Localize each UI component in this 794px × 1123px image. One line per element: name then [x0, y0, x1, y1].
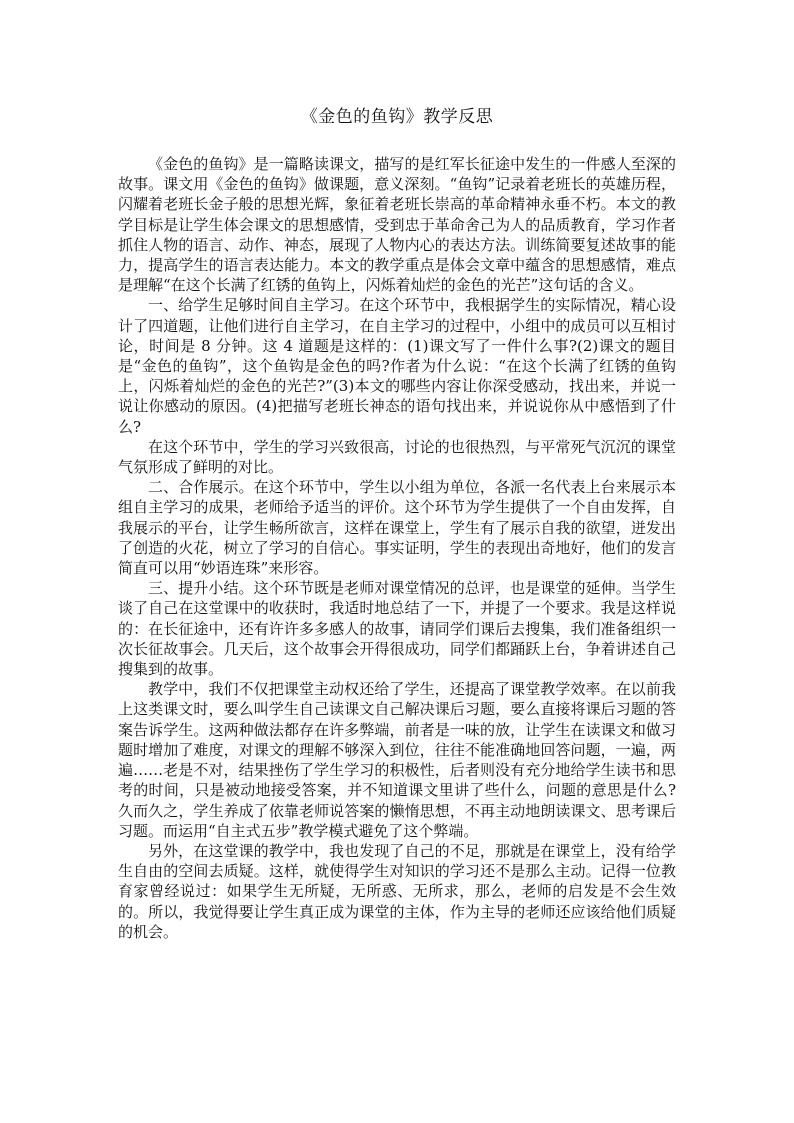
- document-title: 《金色的鱼钩》教学反思: [300, 107, 494, 127]
- paragraph-step-one: 一、给学生足够时间自主学习。在这个环节中，我根据学生的实际情况，精心设计了四道题，让他们进行自主学习，在自主学习的过程中，小组中的成员可以互相讨论，时间是 8 分钟。这 4 道题是这样的：(1)课文写了一件什么事?(2)课文的题目是“金色的鱼钩”，这个鱼钩是金色的吗?作者为什么说：“在这个长满了红锈的鱼钩上，闪烁着灿烂的金色的光芒?”(3)本文的哪些内容让你深受感动，找出来，并说一说让你感动的原因。(4)把描写老班长神态的语句找出来，并说说你从中感悟到了什么?: [118, 296, 676, 436]
- paragraph-step-two: 二、合作展示。在这个环节中，学生以小组为单位，各派一名代表上台来展示本组自主学习的成果，老师给予适当的评价。这个环节为学生提供了一个自由发挥，自我展示的平台，让学生畅所欲言，这样在课堂上，学生有了展示自我的欲望，迸发出了创造的火花，树立了学习的自信心。事实证明，学生的表现出奇地好，他们的发言简直可以用“妙语连珠”来形容。: [118, 478, 676, 578]
- paragraph-reflection: 教学中，我们不仅把课堂主动权还给了学生，还提高了课堂教学效率。在以前我上这类课文时，要么叫学生自己读课文自己解决课后习题，要么直接将课后习题的答案告诉学生。这两种做法都存在许多弊端，前者是一味的放，让学生在读课文和做习题时增加了难度，对课文的理解不够深入到位，往往不能准确地回答问题，一遍，两遍……老是不对，结果挫伤了学生学习的积极性，后者则没有充分地给学生读书和思考的时间，只是被动地接受答案，并不知道课文里讲了些什么，问题的意思是什么?久而久之，学生养成了依靠老师说答案的懒惰思想，不再主动地朗读课文、思考课后习题。而运用“自主式五步”教学模式避免了这个弊端。: [118, 680, 676, 840]
- paragraph-shortcomings: 另外，在这堂课的教学中，我也发现了自己的不足，那就是在课堂上，没有给学生自由的空间去质疑。这样，就使得学生对知识的学习还不是那么主动。记得一位教育家曾经说过：如果学生无所疑，无所惑、无所求，那么，老师的启发是不会生效的。所以，我觉得要让学生真正成为课堂的主体，作为主导的老师还应该给他们质疑的机会。: [118, 841, 676, 941]
- paragraph-step-one-result: 在这个环节中，学生的学习兴致很高，讨论的也很热烈，与平常死气沉沉的课堂气氛形成了鲜明的对比。: [118, 437, 676, 477]
- paragraph-intro: 《金色的鱼钩》是一篇略读课文，描写的是红军长征途中发生的一件感人至深的故事。课文用《金色的鱼钩》做课题，意义深刻。“鱼钩”记录着老班长的英雄历程，闪耀着老班长金子般的思想光辉，象征着老班长崇高的革命精神永垂不朽。本文的教学目标是让学生体会课文的思想感情，受到忠于革命舍己为人的品质教育，学习作者抓住人物的语言、动作、神态，展现了人物内心的表达方法。训练简要复述故事的能力，提高学生的语言表达能力。本文的教学重点是体会文章中蕴含的思想感情，难点是理解“在这个长满了红锈的鱼钩上，闪烁着灿烂的金色的光芒”这句话的含义。: [118, 155, 676, 295]
- document-body: [118, 154, 676, 942]
- paragraph-step-three: 三、提升小结。这个环节既是老师对课堂情况的总评，也是课堂的延伸。当学生谈了自己在这堂课中的收获时，我适时地总结了一下，并提了一个要求。我是这样说的：在长征途中，还有许许多多感人的故事，请同学们课后去搜集，我们准备组织一次长征故事会。几天后，这个故事会开得很成功，同学们都踊跃上台，争着讲述自己搜集到的故事。: [118, 579, 676, 679]
